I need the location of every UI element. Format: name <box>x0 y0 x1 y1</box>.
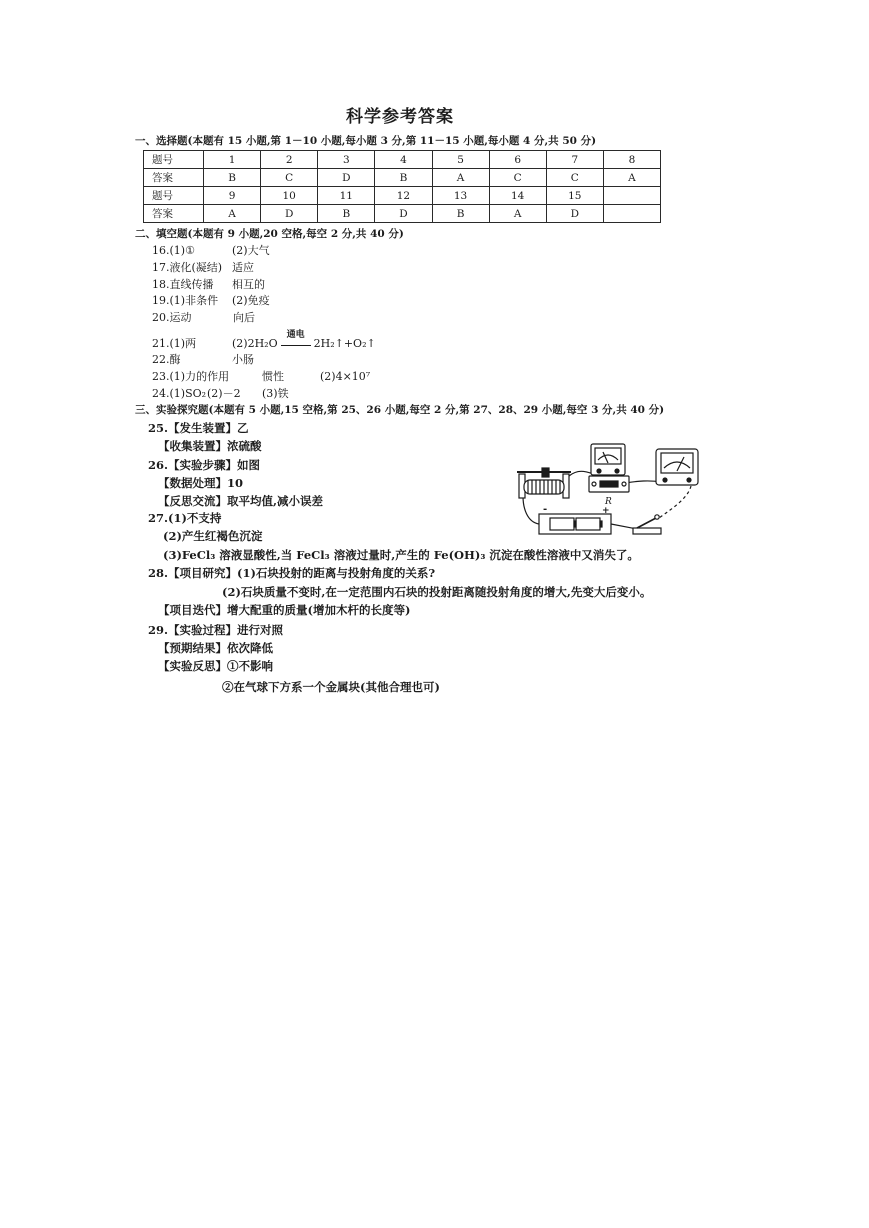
answer-part: (1)力的作用 <box>169 370 230 383</box>
answer-line: 【实验步骤】如图 <box>168 458 261 472</box>
table-cell: C <box>546 169 603 187</box>
choice-answer-table <box>143 150 661 223</box>
question-number: 19. <box>152 294 170 307</box>
answer-line: 【实验过程】进行对照 <box>168 623 284 637</box>
answer-29 <box>148 623 283 637</box>
answer-20 <box>152 311 192 325</box>
answer-27 <box>148 511 221 525</box>
electrolysis-equation <box>232 330 376 351</box>
answer-25 <box>148 421 249 435</box>
reaction-condition-arrow <box>281 330 311 351</box>
table-cell: D <box>261 205 318 223</box>
rheostat <box>517 468 571 498</box>
answer-23 <box>152 370 229 384</box>
table-cell: A <box>489 205 546 223</box>
resistor-terminal <box>592 482 596 486</box>
section1-heading: 一、选择题(本题有 15 小题,第 1－10 小题,每小题 3 分,第 11－15 小题,每小题 4 分,共 50 分) <box>135 135 597 147</box>
question-number: 24. <box>152 387 170 400</box>
table-cell: 1 <box>204 151 261 169</box>
battery-cell-cap <box>600 521 602 527</box>
table-row <box>144 187 661 205</box>
table-cell: 9 <box>204 187 261 205</box>
table-cell: B <box>375 169 432 187</box>
switch-base <box>633 528 661 534</box>
answer-28 <box>148 566 435 580</box>
resistor <box>589 476 629 492</box>
question-number: 29. <box>148 623 169 637</box>
question-number: 27. <box>148 511 169 525</box>
answer-part: (2)免疫 <box>232 294 270 307</box>
answer-line: 【发生装置】乙 <box>168 421 249 435</box>
answer-line: 【数据处理】10 <box>158 476 244 490</box>
answer-line: ②在气球下方系一个金属块(其他合理也可) <box>222 680 440 694</box>
table-cell: 11 <box>318 187 375 205</box>
answer-part: 向后 <box>233 311 255 324</box>
answer-26 <box>148 458 260 472</box>
page-title: 科学参考答案 <box>346 107 454 127</box>
answer-part: (1)① <box>169 244 195 257</box>
answer-21 <box>152 337 196 351</box>
voltmeter <box>656 449 698 485</box>
table-cell: 7 <box>546 151 603 169</box>
answer-part: (2)4×10⁷ <box>320 370 371 383</box>
table-cell: C <box>489 169 546 187</box>
answer-line: 【收集装置】浓硫酸 <box>158 439 262 453</box>
wire <box>523 496 539 524</box>
table-cell: B <box>204 169 261 187</box>
table-cell: 15 <box>546 187 603 205</box>
row-label: 答案 <box>144 169 204 187</box>
question-number: 21. <box>152 337 170 350</box>
question-number: 16. <box>152 244 170 257</box>
answer-line: (3)FeCl₃ 溶液显酸性,当 FeCl₃ 溶液过量时,产生的 Fe(OH)₃ 沉淀在酸性溶液中又消失了。 <box>163 548 639 562</box>
ammeter <box>591 444 625 475</box>
answer-part: 运动 <box>169 311 192 324</box>
section2-heading: 二、填空题(本题有 9 小题,20 空格,每空 2 分,共 40 分) <box>135 228 404 240</box>
answer-22 <box>152 353 181 367</box>
table-cell: D <box>546 205 603 223</box>
row-label: 题号 <box>144 151 204 169</box>
answer-part: 液化(凝结) <box>169 261 223 274</box>
battery-plus-label: + <box>602 506 610 516</box>
battery-minus-label: - <box>543 504 548 515</box>
answer-line: 【实验反思】①不影响 <box>158 659 273 673</box>
answer-part: (1)SO₂ <box>169 387 207 400</box>
reaction-condition: 通电 <box>286 330 305 340</box>
table-cell: A <box>204 205 261 223</box>
question-number: 28. <box>148 566 169 580</box>
circuit-diagram <box>513 436 705 550</box>
switch <box>633 515 661 534</box>
answer-part: 直线传播 <box>169 278 214 291</box>
table-cell: 10 <box>261 187 318 205</box>
answer-part: (2) <box>232 337 248 350</box>
answer-line: 【预期结果】依次降低 <box>158 641 273 655</box>
battery-box <box>539 514 611 534</box>
answer-part: (1)两 <box>169 337 197 350</box>
question-number: 26. <box>148 458 169 472</box>
table-row <box>144 151 661 169</box>
answer-line: 【项目迭代】增大配重的质量(增加木杆的长度等) <box>158 603 411 617</box>
answer-part: (2)大气 <box>232 244 270 257</box>
table-cell: A <box>432 169 489 187</box>
answer-line: (2)石块质量不变时,在一定范围内石块的投射距离随投射角度的增大,先变大后变小。 <box>222 585 652 599</box>
table-row <box>144 205 661 223</box>
answer-line: 【反思交流】取平均值,减小误差 <box>158 494 324 508</box>
table-cell: 8 <box>603 151 660 169</box>
battery-cell <box>550 518 574 530</box>
table-cell: B <box>432 205 489 223</box>
answer-17 <box>152 261 222 275</box>
answer-part: 酶 <box>169 353 181 366</box>
table-cell: 3 <box>318 151 375 169</box>
answer-18 <box>152 278 214 292</box>
answer-part: 小肠 <box>232 353 254 366</box>
voltmeter-terminal <box>663 478 667 482</box>
ammeter-terminal <box>615 469 619 473</box>
question-number: 22. <box>152 353 170 366</box>
switch-blade <box>637 518 656 528</box>
question-number: 23. <box>152 370 170 383</box>
table-cell: A <box>603 169 660 187</box>
dashed-wire <box>659 486 691 518</box>
resistor-terminal <box>622 482 626 486</box>
table-cell: C <box>261 169 318 187</box>
question-number: 17. <box>152 261 170 274</box>
battery-cell <box>576 518 600 530</box>
answer-part: (2)－2 <box>207 387 241 400</box>
resistor-label: R <box>605 497 612 507</box>
answer-16 <box>152 244 195 258</box>
equation-product: 2H₂↑+O₂↑ <box>313 337 376 350</box>
table-cell: 13 <box>432 187 489 205</box>
answer-line: 【项目研究】(1)石块投射的距离与投射角度的关系? <box>168 566 436 580</box>
answer-19 <box>152 294 218 308</box>
table-cell: 6 <box>489 151 546 169</box>
battery-cell-cap <box>574 521 576 527</box>
row-label: 题号 <box>144 187 204 205</box>
answer-line: (1)不支持 <box>168 511 222 525</box>
table-cell: 12 <box>375 187 432 205</box>
answer-part: 惯性 <box>262 370 284 383</box>
table-cell: 5 <box>432 151 489 169</box>
answer-part: 相互的 <box>232 278 265 291</box>
question-number: 20. <box>152 311 170 324</box>
row-label: 答案 <box>144 205 204 223</box>
rheostat-slider <box>542 468 549 477</box>
ammeter-terminal <box>597 469 601 473</box>
table-row <box>144 169 661 187</box>
table-cell: 4 <box>375 151 432 169</box>
table-cell: 14 <box>489 187 546 205</box>
table-cell: D <box>375 205 432 223</box>
table-cell: D <box>318 169 375 187</box>
resistor-body <box>600 481 618 487</box>
section3-heading: 三、实验探究题(本题有 5 小题,15 空格,第 25、26 小题,每空 2 分,第 27、28、29 小题,每空 3 分,共 40 分) <box>135 404 665 416</box>
voltmeter-terminal <box>687 478 691 482</box>
answer-24 <box>152 387 206 401</box>
answer-line: (2)产生红褐色沉淀 <box>163 529 263 543</box>
question-number: 25. <box>148 421 169 435</box>
table-cell: B <box>318 205 375 223</box>
question-number: 18. <box>152 278 170 291</box>
answer-part: (3)铁 <box>262 387 289 400</box>
answer-part: (1)非条件 <box>169 294 219 307</box>
answer-part: 适应 <box>232 261 254 274</box>
equation-reactant: 2H₂O <box>247 337 278 350</box>
table-cell <box>603 187 660 205</box>
table-cell <box>603 205 660 223</box>
switch-knob <box>655 515 659 519</box>
table-cell: 2 <box>261 151 318 169</box>
